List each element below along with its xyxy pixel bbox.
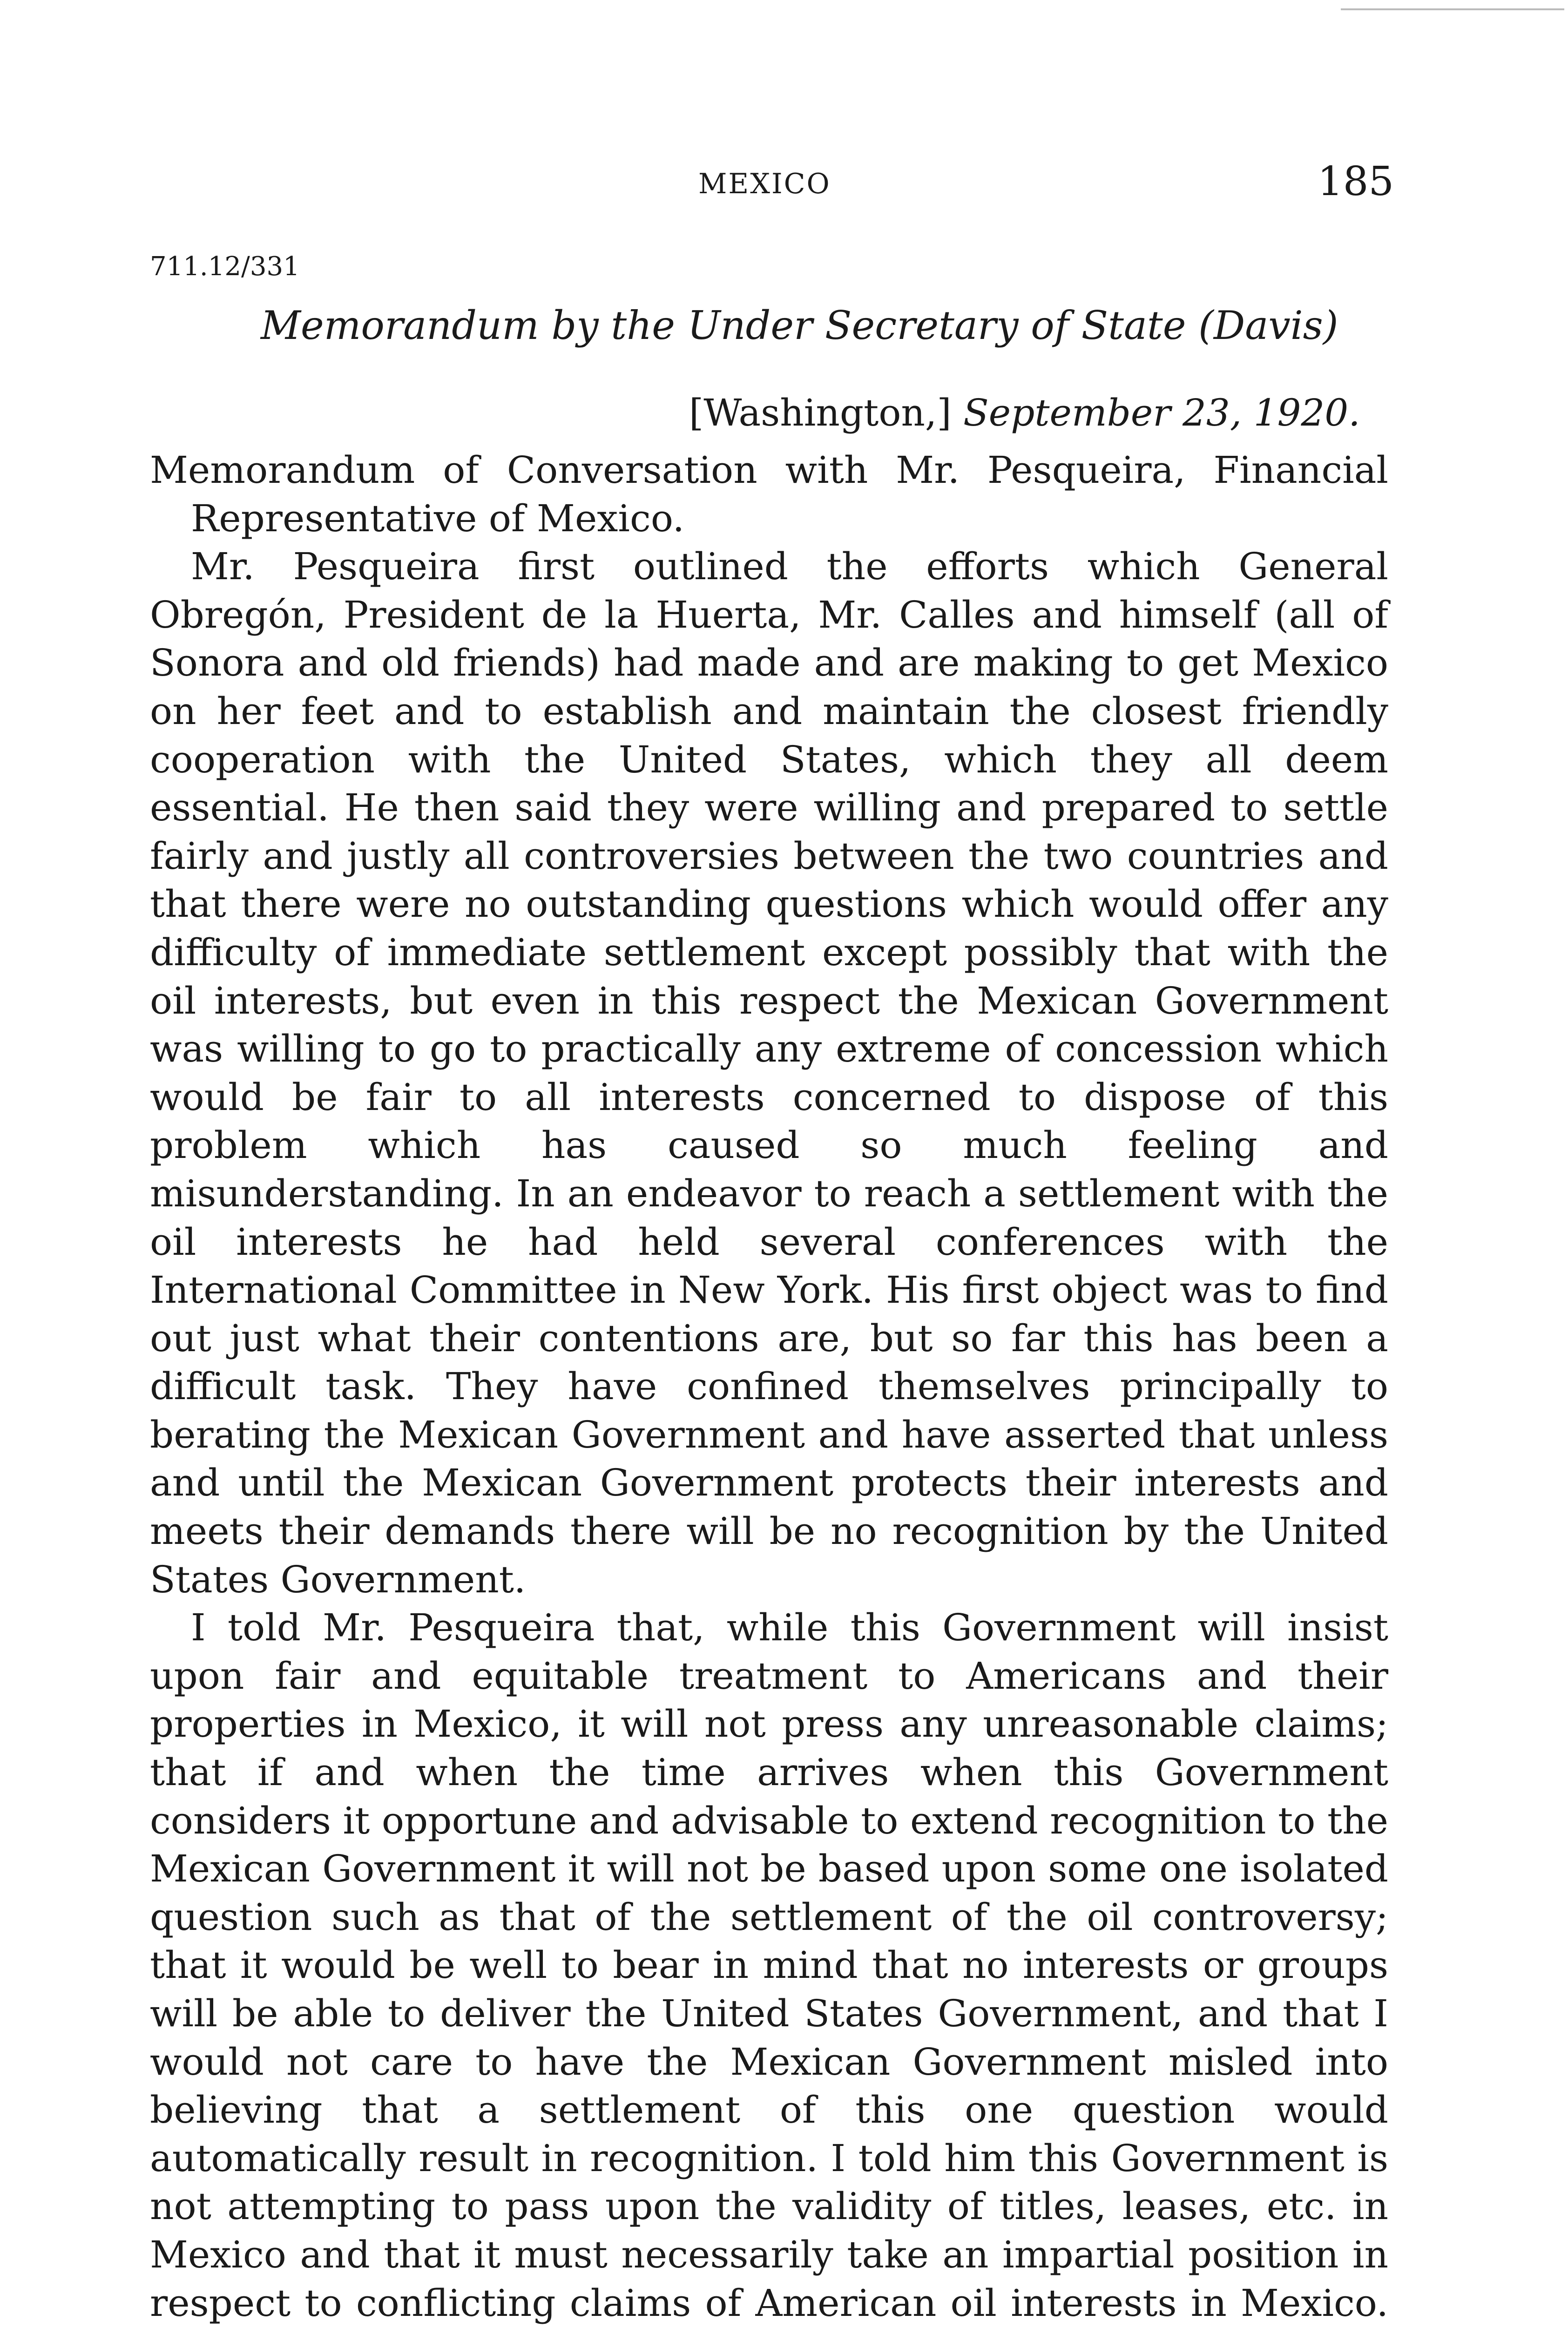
file-number: 711.12/331 bbox=[150, 251, 300, 282]
paragraph: I told Mr. Pesqueira that, while this Government will insist upon fair and equitable treatment to Americans and their properties in Mexico, it will not press any unreasonable claims; that if and when the time arrives when this Government considers it opportune and advisable to extend recognition to the Mexican Government it will not be based upon some one isolated question such as that of the settlement of the oil controversy; that it would be well to bear in mind that no interests or groups will be able to deliver the United States Government, and that I would not care to have the Mexican Government misled into believing that a settlement of this one question would automatically result in recognition. I told him this Government is not attempting to pass upon the validity of titles, leases, etc. in Mexico and that it must necessarily take an impartial position in respect to conflicting claims of American oil interests in Mexico. bbox=[150, 1606, 1388, 2325]
paragraph: Mr. Pesqueira first outlined the efforts which General Obregón, President de la Huerta, Mr. Calles and himself (all of Sonora and old friends) had made and are making to get Mexico on her feet and to establish and maintain the closest friendly cooperation with the United States, which they all deem essential. He then said they were willing and prepared to settle fairly and justly all controversies between the two countries and that there were no outstanding questions which would offer any difficulty of immediate settlement except possibly that with the oil interests, but even in this respect the Mexican Government was willing to go to practically any extreme of concession which would be fair to all interests concerned to dispose of this problem which has caused so much feeling and misunderstanding. In an endeavor to reach a settlement with the oil interests he had held several conferences with the International Committee in New York. His first object was to find out just what their contentions are, but so far this has been a difficult task. They have confined themselves principally to berating the Mexican Government and have asserted that unless and until the Mexican Government protects their interests and meets their demands there will be no recognition by the United States Government. bbox=[150, 545, 1388, 1601]
dateline-place: [Washington,] bbox=[689, 391, 952, 434]
scan-artifact-line bbox=[1341, 8, 1564, 10]
running-head: MEXICO bbox=[698, 168, 831, 200]
page-number: 185 bbox=[1318, 158, 1394, 205]
dateline bbox=[689, 391, 1360, 434]
memo-subject: Memorandum of Conversation with Mr. Pesqueira, Financial Representative of Mexico. bbox=[150, 448, 1388, 540]
document-title: Memorandum by the Under Secretary of State (Davis) bbox=[261, 303, 1338, 348]
dateline-date: September 23, 1920. bbox=[963, 391, 1360, 434]
body-text bbox=[150, 446, 1388, 2328]
